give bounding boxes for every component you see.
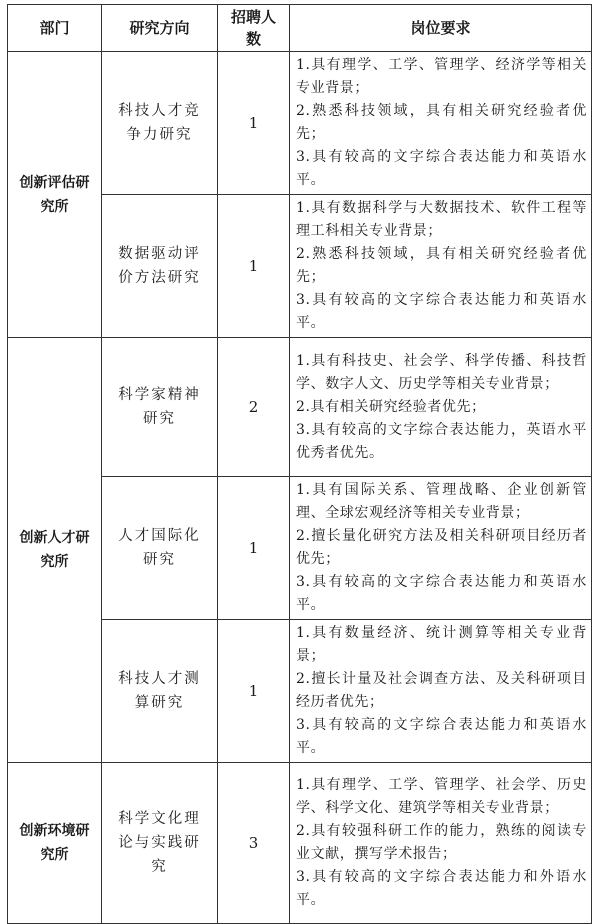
header-direction: 研究方向 [102,5,218,52]
requirement-item: 2.擅长量化研究方法及相关科研项目经历者优先； [296,528,587,567]
requirement-item: 1.具有国际关系、管理战略、企业创新管理、全球宏观经济等相关专业背景； [296,482,587,521]
header-requirements: 岗位要求 [290,5,592,52]
requirement-item: 2.具有相关研究经验者优先； [296,398,486,415]
header-count [218,5,290,52]
direction-cell: 数据驱动评价方法研究 [102,195,218,338]
requirements-cell [290,620,592,763]
department-cell: 创新评估研究所 [8,52,102,338]
recruitment-table [7,4,592,924]
table-row [8,338,592,477]
count-cell: 1 [218,477,290,620]
requirement-item: 3.具有较高的文字综合表达能力和英语水平。 [296,717,587,756]
requirement-item: 2.熟悉科技领域，具有相关研究经验者优先； [296,103,587,142]
requirement-item: 3.具有较高的文字综合表达能力和外语水平。 [296,869,587,908]
requirements-cell [290,52,592,195]
direction-cell: 人才国际化研究 [102,477,218,620]
table-row [8,763,592,924]
direction-cell: 科学文化理论与实践研究 [102,763,218,924]
requirement-item: 3.具有较高的文字综合表达能力，英语水平优秀者优先。 [296,421,587,461]
requirements-cell [290,763,592,924]
count-cell: 1 [218,195,290,338]
count-cell: 3 [218,763,290,924]
requirements-cell [290,477,592,620]
direction-cell: 科技人才竞争力研究 [102,52,218,195]
header-row [8,5,592,52]
requirements-cell [290,195,592,338]
count-cell: 1 [218,620,290,763]
requirement-item: 2.熟悉科技领域，具有相关研究经验者优先； [296,246,587,285]
direction-cell: 科学家精神研究 [102,338,218,477]
requirement-item: 1.具有科技史、社会学、科学传播、科技哲学、数字人文、历史学等相关专业背景； [296,352,587,392]
header-department: 部门 [8,5,102,52]
requirement-item: 1.具有理学、工学、管理学、经济学等相关专业背景； [296,57,587,96]
header-count-label: 招聘人数 [230,8,276,48]
requirement-item: 1.具有数量经济、统计测算等相关专业背景； [296,625,587,664]
requirement-item: 3.具有较高的文字综合表达能力和英语水平。 [296,149,587,188]
requirement-item: 1.具有理学、工学、管理学、社会学、历史学、科学文化、建筑学等相关专业背景； [296,777,587,816]
table-row [8,52,592,195]
requirement-item: 3.具有较高的文字综合表达能力和英语水平。 [296,292,587,331]
department-cell: 创新环境研究所 [8,763,102,924]
department-cell: 创新人才研究所 [8,338,102,763]
requirement-item: 3.具有较高的文字综合表达能力和英语水平。 [296,574,587,613]
requirement-item: 2.具有较强科研工作的能力，熟练的阅读专业文献，撰写学术报告； [296,823,587,862]
requirement-item: 1.具有数据科学与大数据技术、软件工程等理工科相关专业背景； [296,200,587,239]
recruitment-table-container [7,4,592,924]
requirements-cell [290,338,592,477]
count-cell: 2 [218,338,290,477]
requirement-item: 2.擅长计量及社会调查方法、及关科研项目经历者优先； [296,671,587,710]
count-cell: 1 [218,52,290,195]
direction-cell: 科技人才测算研究 [102,620,218,763]
